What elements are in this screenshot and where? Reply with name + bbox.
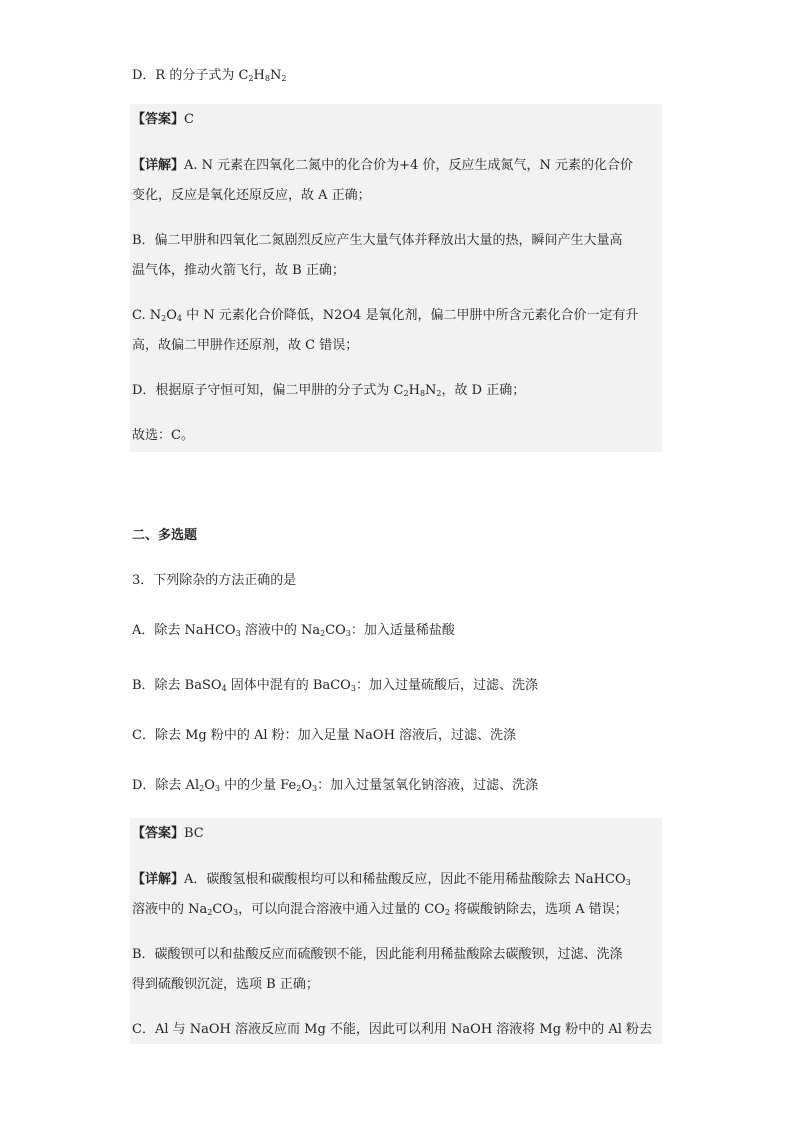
q3-option-b: B．除去 BaSO$_4$ 固体中混有的 BaCO$_3$：加入过量硫酸后，过滤、洗涤 bbox=[132, 678, 538, 693]
q2-detail-a-line1: 【详解】A. N 元素在四氧化二氮中的化合价为+4 价，反应生成氮气，N 元素的化合价 bbox=[132, 158, 633, 173]
q2-detail-a-line2: 变化，反应是氧化还原反应，故 A 正确； bbox=[132, 188, 371, 203]
q3-stem: 3．下列除杂的方法正确的是 bbox=[132, 573, 297, 588]
q3-answer: 【答案】BC bbox=[132, 826, 204, 841]
section-title: 二、多选题 bbox=[132, 528, 198, 543]
q2-detail-c-line2: 高，故偏二甲肼作还原剂，故 C 错误； bbox=[132, 338, 359, 353]
q2-detail-c-line1: C. $N_2O_4$ 中 N 元素化合价降低，N2O4 是氧化剂，偏二甲肼中所含元素化合价一定有升 bbox=[132, 308, 639, 323]
q3-answer-block bbox=[130, 818, 662, 1044]
q2-answer: 【答案】C bbox=[132, 112, 194, 127]
q3-option-d: D．除去 $Al_2O_3$ 中的少量 $Fe_2O_3$：加入过量氢氧化钠溶液，过滤、洗涤 bbox=[132, 778, 539, 793]
q3-detail-a-line2: 溶液中的 $Na_2CO_3$，可以向混合溶液中通入过量的 $CO_2$ 将碳酸钠除去，选项 A 错误； bbox=[132, 902, 628, 917]
q3-detail-c-line1: C．Al 与 NaOH 溶液反应而 Mg 不能，因此可以利用 NaOH 溶液将 Mg 粉中的 Al 粉去 bbox=[132, 1022, 653, 1037]
q2-detail-b-line2: 温气体，推动火箭飞行，故 B 正确； bbox=[132, 263, 345, 278]
q3-option-c: C．除去 Mg 粉中的 Al 粉：加入足量 NaOH 溶液后，过滤、洗涤 bbox=[132, 728, 517, 743]
q2-detail-b-line1: B．偏二甲肼和四氧化二氮剧烈反应产生大量气体并释放出大量的热，瞬间产生大量高 bbox=[132, 233, 623, 248]
q3-detail-b-line2: 得到硫酸钡沉淀，选项 B 正确； bbox=[132, 977, 319, 992]
q2-conclusion: 故选：C。 bbox=[132, 428, 194, 443]
q3-detail-a-line1: 【详解】A．碳酸氢根和碳酸根均可以和稀盐酸反应，因此不能用稀盐酸除去 NaHCO$_3$ bbox=[132, 872, 631, 887]
q3-option-a: A．除去 NaHCO$_3$ 溶液中的 $Na_2CO_3$：加入适量稀盐酸 bbox=[132, 623, 455, 638]
q2-detail-d-line: D．根据原子守恒可知，偏二甲肼的分子式为 $C_2H_8N_2$，故 D 正确； bbox=[132, 383, 526, 398]
q3-detail-b-line1: B．碳酸钡可以和盐酸反应而硫酸钡不能，因此能利用稀盐酸除去碳酸钡，过滤、洗涤 bbox=[132, 947, 623, 962]
q2-option-d: D．R 的分子式为 $C_2H_8N_2$ bbox=[132, 68, 287, 83]
